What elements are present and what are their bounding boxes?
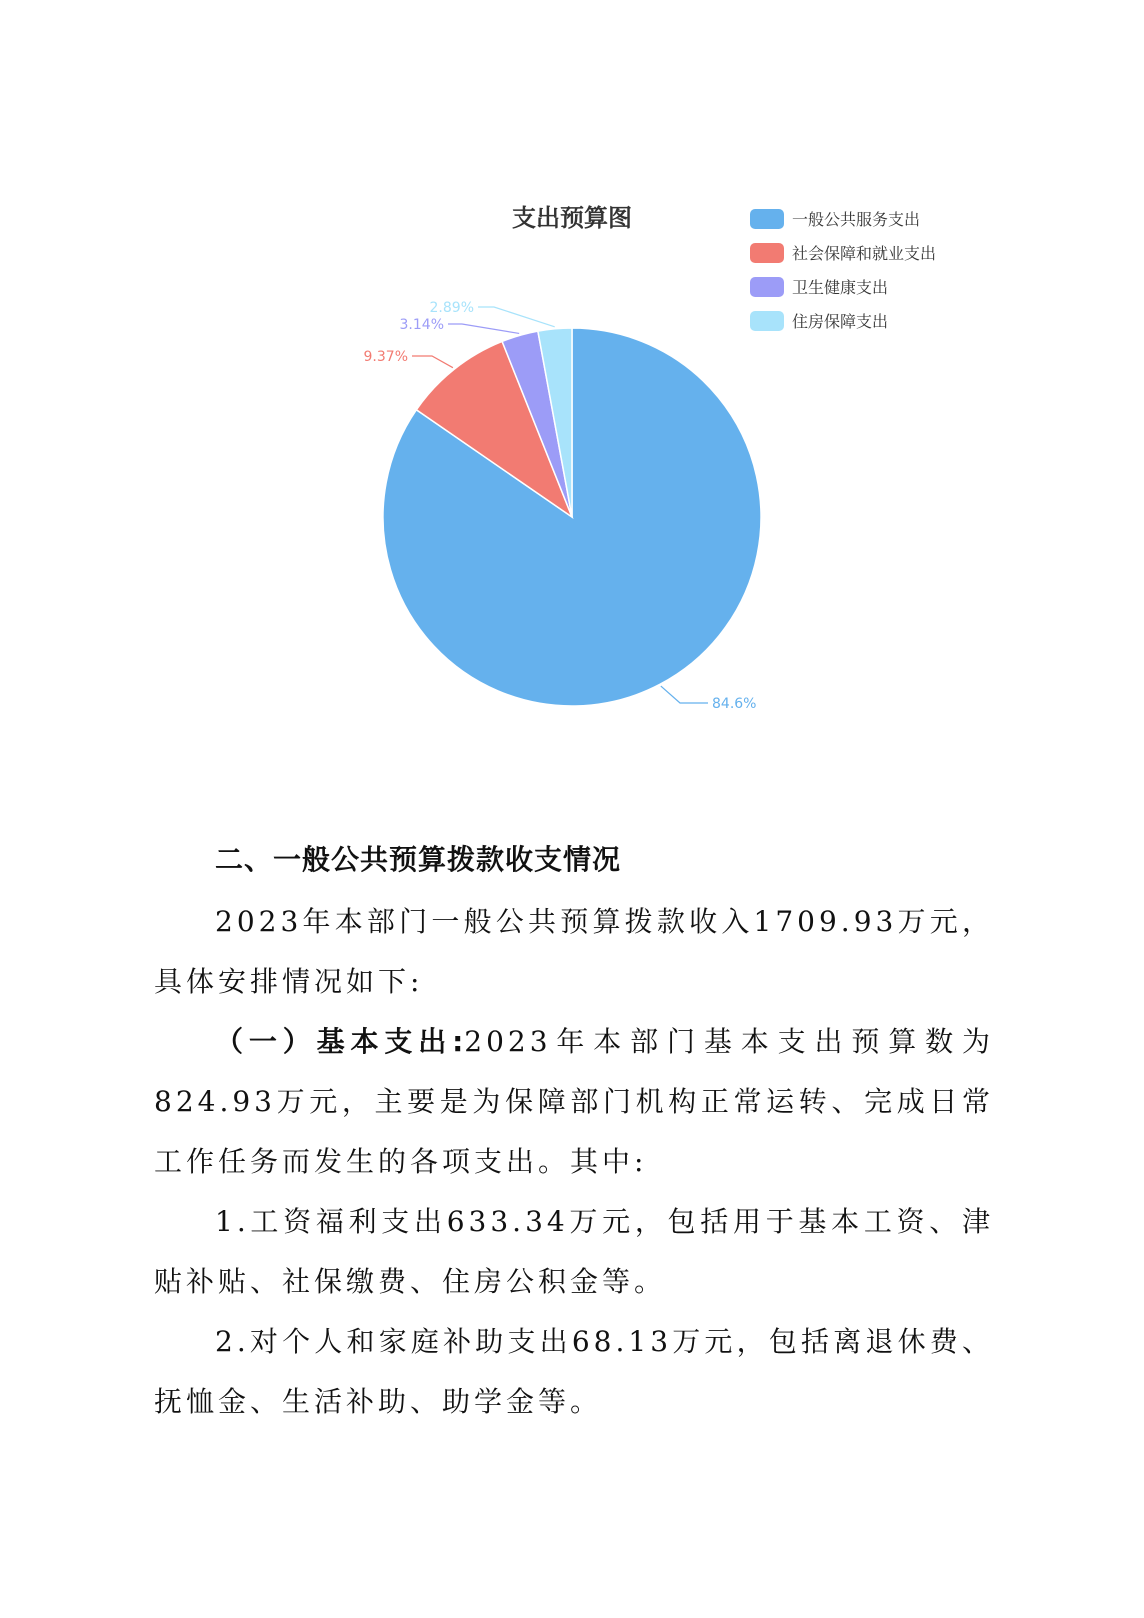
pie-data-label-3: 3.14% <box>399 317 444 333</box>
budget-text-section <box>154 840 994 1432</box>
pie-leader-line-4 <box>478 307 555 327</box>
legend-label-4: 住房保障支出 <box>792 312 889 331</box>
paragraph-basic-expense-text: 2023年本部门基本支出预算数为824.93万元，主要是为保障部门机构正常运转、完成日常工作任务而发生的各项支出。其中: <box>154 1025 994 1178</box>
chart-title: 支出预算图 <box>512 204 632 232</box>
paragraph-income-text: 2023年本部门一般公共预算拨款收入1709.93万元，具体安排情况如下: <box>154 905 994 998</box>
paragraph-subsidy-text: 2.对个人和家庭补助支出68.13万元，包括离退休费、抚恤金、生活补助、助学金等。 <box>154 1325 994 1418</box>
pie-data-label-4: 2.89% <box>429 300 474 316</box>
pie-leader-line-3 <box>448 324 519 333</box>
paragraph-salary <box>154 1192 994 1312</box>
legend-label-2: 社会保障和就业支出 <box>792 244 937 263</box>
legend-label-3: 卫生健康支出 <box>792 278 889 297</box>
legend-label-1: 一般公共服务支出 <box>792 210 921 229</box>
basic-expense-label: （一）基本支出: <box>215 1025 465 1058</box>
pie-data-label-2: 9.37% <box>363 349 408 365</box>
legend-swatch-1 <box>750 209 784 229</box>
legend-swatch-3 <box>750 277 784 297</box>
paragraph-salary-text: 1.工资福利支出633.34万元，包括用于基本工资、津贴补贴、社保缴费、住房公积金等。 <box>154 1205 994 1298</box>
pie-data-label-1: 84.6% <box>712 696 757 712</box>
legend-swatch-2 <box>750 243 784 263</box>
legend-swatch-4 <box>750 311 784 331</box>
expense-budget-pie-chart <box>0 0 1144 760</box>
pie-leader-line-2 <box>412 356 453 368</box>
paragraph-basic-expense <box>154 1012 994 1192</box>
pie-leader-line-1 <box>661 686 708 703</box>
pie-slices <box>383 328 761 706</box>
paragraph-subsidy <box>154 1312 994 1432</box>
section-heading: 二、一般公共预算拨款收支情况 <box>215 843 622 876</box>
chart-legend <box>750 209 936 331</box>
paragraph-income <box>154 892 994 1012</box>
